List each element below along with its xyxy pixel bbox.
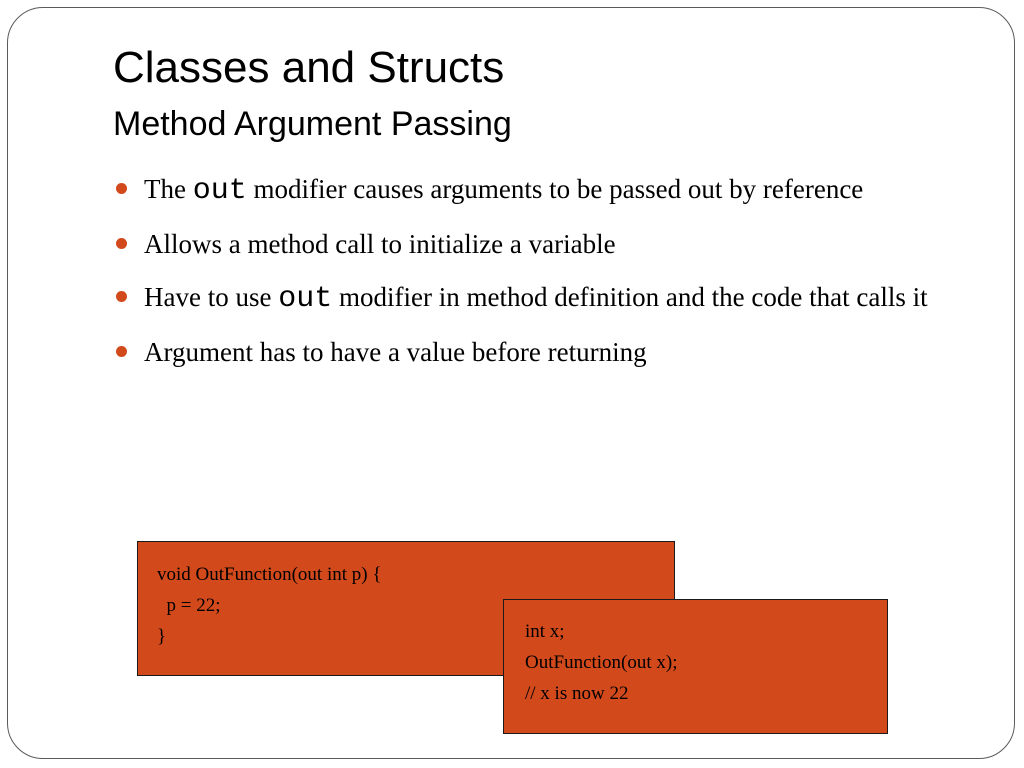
bullet-text: Allows a method call to initialize a variable — [144, 229, 616, 259]
slide-subtitle: Method Argument Passing — [113, 105, 512, 143]
code-line: // x is now 22 — [525, 683, 629, 704]
code-line: p = 22; — [157, 595, 221, 616]
bullet-dot-icon — [116, 183, 127, 194]
out-keyword: out — [192, 174, 247, 208]
bullet-item-out-modifier — [113, 168, 973, 212]
code-line: int x; — [525, 621, 565, 642]
code-box-method-call — [503, 599, 888, 734]
bullet-item-value-before-returning — [113, 331, 973, 373]
bullet-text: Argument has to have a value before returning — [144, 337, 647, 367]
bullet-text: The — [144, 174, 193, 204]
bullet-dot-icon — [116, 238, 127, 249]
code-line: void OutFunction(out int p) { — [157, 564, 382, 585]
bullet-text: modifier causes arguments to be passed out by reference — [246, 174, 864, 204]
bullet-item-initialize-variable — [113, 223, 973, 265]
bullet-text: Have to use — [144, 282, 279, 312]
bullet-dot-icon — [116, 291, 127, 302]
bullet-item-use-out-modifier — [113, 276, 973, 320]
code-line: OutFunction(out x); — [525, 652, 678, 673]
bullet-dot-icon — [116, 346, 127, 357]
out-keyword: out — [278, 282, 333, 316]
code-line: } — [157, 626, 167, 647]
bullet-text: modifier in method definition and the code that calls it — [332, 282, 928, 312]
slide-title: Classes and Structs — [113, 43, 505, 92]
bullet-list — [113, 168, 973, 384]
